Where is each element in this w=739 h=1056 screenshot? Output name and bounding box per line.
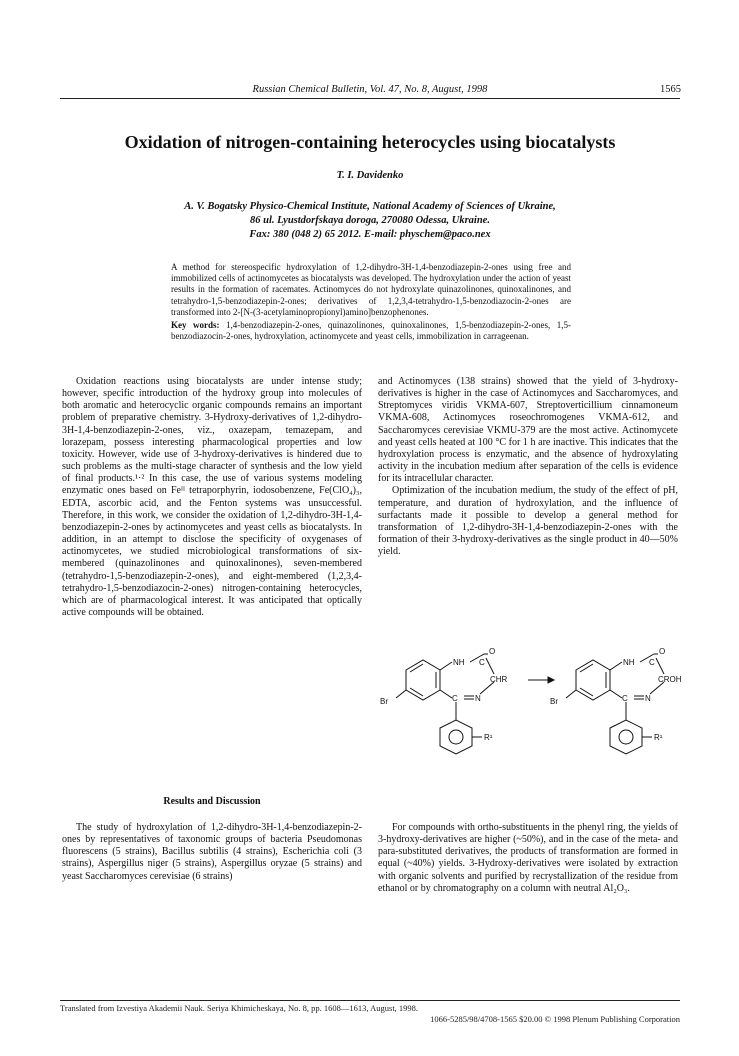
scheme-label-c: C: [649, 658, 655, 667]
affiliation-line: Fax: 380 (048 2) 65 2012. E-mail: physchem@paco.nex: [249, 229, 491, 240]
translation-note: Translated from Izvestiya Akademii Nauk. Seriya Khimicheskaya, No. 8, pp. 1608—1613, August, 1998.: [60, 1003, 419, 1013]
reaction-arrow: [548, 677, 554, 683]
paragraph: and Actinomyces (138 strains) showed that the yield of 3-hydroxy-derivatives is higher in the case of Actinomyces and Saccharomyces, and Streptomyces viridis VKMA-607, Streptoverticillium cinnamoneum VKMA-608, Actinomyces roseochromogenes VKMA-612, and Saccharomyces cerevisiae VKMU-379 are the most active. Actinomycete and yeast cells heated at 100 °C for 1 h are inactive. This indicates that the hydroxylation process is enzymatic, and the absence of hydroxylating activity in the incubation medium after separation of the cells is evidence for its intracellular character.: [378, 376, 678, 485]
abstract: A method for stereospecific hydroxylation of 1,2-dihydro-3H-1,4-benzodiazepin-2-ones using free and immobilized cells of actinomycetes as biocatalysts was developed. The hydroxylation under the action of yeast results in the formation of racemates. Actinomyces do not hydroxylate quinazolinones, quinoxalinones, and tetrahydro-1,5-benzodiazepin-2-ones; derivatives of 1,2,3,4-tetrahydro-1,5-benzodiazocin-2-ones are transformed into 2-[N-(3-acetylaminopropionyl)amino]benzophenones.: [171, 262, 571, 317]
scheme-label-nh: NH: [453, 658, 465, 667]
scheme-label-c: C: [622, 694, 628, 703]
author: T. I. Davidenko: [336, 170, 404, 181]
benzene-ring-right: [576, 660, 610, 700]
keywords-label: Key words:: [171, 320, 220, 330]
scheme-label-r1: R¹: [484, 733, 493, 742]
paragraph: For compounds with ortho-substituents in the phenyl ring, the yields of 3-hydroxy-derivatives are higher (~50%), and in the case of the meta- and para-substituted derivatives, the products of transformation are formed in equal (~40%) yields. 3-Hydroxy-derivatives were isolated by extraction with organic solvents and purified by recrystallization of the residue from ethanol or by chromatography on a column with neutral Al₂O₃.: [378, 822, 678, 894]
right-column-lower: [378, 822, 678, 895]
phenyl-ring-left: [440, 720, 472, 754]
scheme-label-c: C: [479, 658, 485, 667]
scheme-label-o: O: [659, 647, 666, 656]
paragraph: The study of hydroxylation of 1,2-dihydro-3H-1,4-benzodiazepin-2-ones by representatives of taxonomic groups of bacteria Pseudomonas fluorescens (5 strains), Bacillus subtilis (4 strains), Escherichia coli (3 strains), Aspergillus niger (5 strains), Aspergillus oryzae (5 strains) and yeast Saccharomyces cerevisiae (6 strains): [62, 822, 362, 882]
scheme-label-nh: NH: [623, 658, 635, 667]
scheme-label-croh: CROH: [658, 675, 682, 684]
section-heading: Results and Discussion: [163, 796, 261, 807]
left-column: [62, 376, 362, 619]
affiliation: [60, 200, 680, 242]
article-title: Oxidation of nitrogen-containing heterocycles using biocatalysts: [124, 132, 616, 152]
affiliation-line: 86 ul. Lyustdorfskaya doroga, 270080 Odessa, Ukraine.: [250, 215, 490, 226]
benzene-ring-left: [406, 660, 440, 700]
footer-rule: [60, 1000, 680, 1001]
paragraph: Oxidation reactions using biocatalysts are under intense study; however, specific introduction of the hydroxy group into molecules of both aromatic and heterocyclic organic compounds remains an important problem of preparative chemistry. 3-Hydroxy-derivatives of 1,2-dihydro-3H-1,4-benzodiazepin-2-ones, viz., oxazepam, temazepam, and lorazepam, possess interesting pharmacological properties and low toxicity. However, wide use of 3-hydroxy-derivatives is hindered due to such problems as the multi-stage character of synthesis and the low yield of final products.¹·² In this case, the use of various systems modeling enzymatic ones based on Feᴵᴵ tetraporphyrin, iodosobenzene, Fe(ClO₄)₃, EDTA, ascorbic acid, and the Fenton systems was unsuccessful. Therefore, in this work, we consider the oxidation of 1,2-dihydro-3H-1,4-benzodiazepin-2-ones by actinomycetes and yeast cells as biocatalysts. In addition, in an attempt to disclose the specificity of oxygenases of actinomycetes, we studied microbiological transformations of six-membered (quinazolinones and quinoxalinones), seven-membered (tetrahydro-1,5-benzodiazepin-2-ones), and eight-membered (1,2,3,4-tetrahydro-1,5-benzodiazocin-2-ones) nitrogen-containing heterocycles, which are of pharmacological interest. It was anticipated that optically active compounds will be obtained.: [62, 376, 362, 618]
copyright-line: 1066-5285/98/4708-1565 $20.00 © 1998 Plenum Publishing Corporation: [430, 1014, 680, 1024]
keywords: [171, 320, 571, 342]
scheme-label-n: N: [645, 694, 651, 703]
affiliation-line: A. V. Bogatsky Physico-Chemical Institute, National Academy of Sciences of Ukraine,: [184, 201, 556, 212]
scheme-label-o: O: [489, 647, 496, 656]
scheme-label-br: Br: [550, 697, 558, 706]
reaction-scheme: [378, 640, 688, 810]
left-column-lower: [62, 822, 362, 883]
footnote: [60, 1003, 680, 1025]
scheme-label-br: Br: [380, 697, 388, 706]
scheme-label-chr: CHR: [490, 675, 508, 684]
keywords-text: 1,4-benzodiazepin-2-ones, quinazolinones, quinoxalinones, 1,5-benzodiazepin-2-ones, 1,5-benzodiazocin-2-ones, hydroxylation, actinomycete and yeast cells, immobilization in carrageenan.: [171, 320, 572, 342]
paragraph: Optimization of the incubation medium, the study of the effect of pH, temperature, and duration of hydroxylation, and the influence of surfactants made it possible to develop a general method for transformation of 1,2-dihydro-3H-1,4-benzodiazepin-2-ones with the formation of their 3-hydroxy-derivatives as the single product in 40—50% yield.: [378, 485, 678, 558]
running-head: Russian Chemical Bulletin, Vol. 47, No. 8, August, 1998: [252, 84, 488, 95]
scheme-label-r1: R¹: [654, 733, 663, 742]
scheme-label-n: N: [475, 694, 481, 703]
scheme-label-c: C: [452, 694, 458, 703]
header-rule: [60, 98, 680, 99]
phenyl-ring-right: [610, 720, 642, 754]
right-column: [378, 376, 678, 558]
page-number: 1565: [660, 84, 681, 95]
